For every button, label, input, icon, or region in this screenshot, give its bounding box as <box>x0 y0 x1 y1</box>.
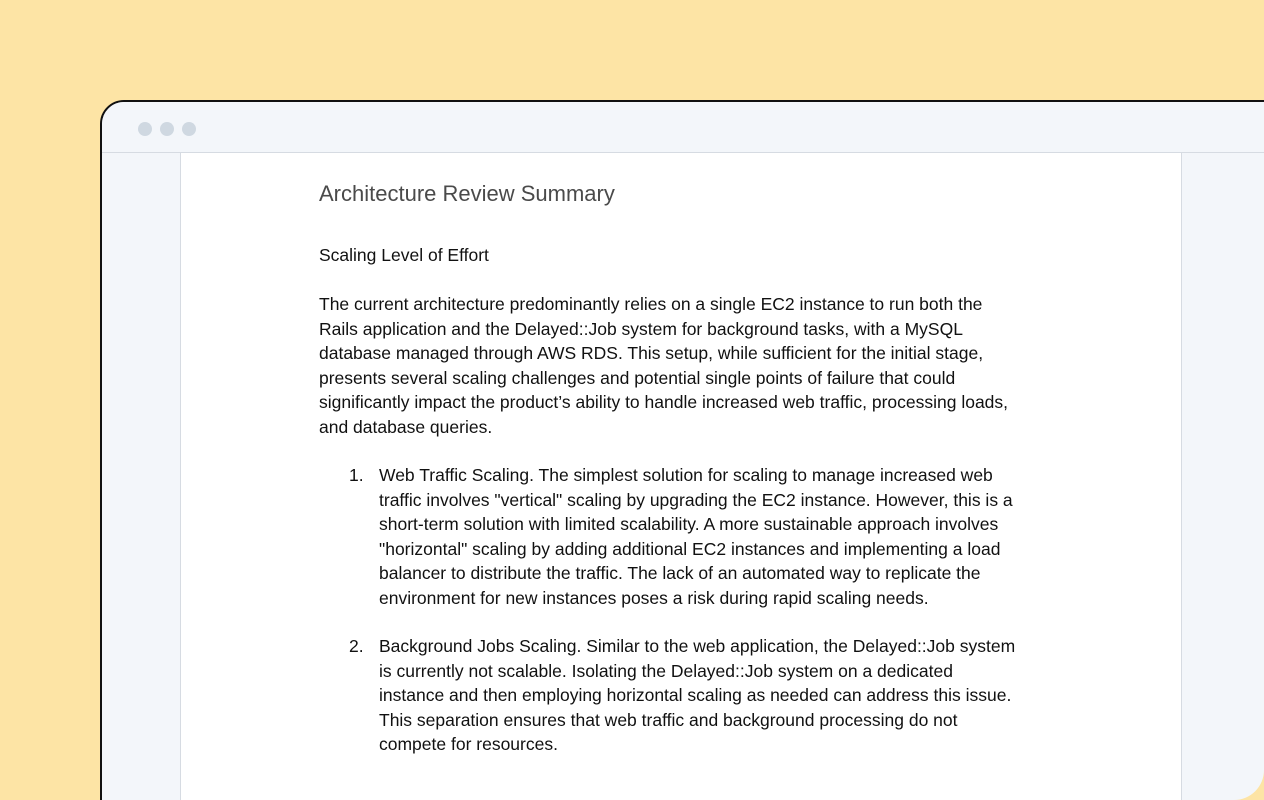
list-item-number: 2. <box>349 636 364 656</box>
window-control-dot-icon[interactable] <box>182 122 196 136</box>
numbered-list <box>319 463 1019 757</box>
list-item-text: Web Traffic Scaling. The simplest solution for scaling to manage increased web traffic involves "vertical" scaling by upgrading the EC2 instance. However, this is a short-term solution with limited scalability. A more sustainable approach involves "horizontal" scaling by adding additional EC2 instances and implementing a load balancer to distribute the traffic. The lack of an automated way to replicate the environment for new instances poses a risk during rapid scaling needs. <box>379 465 1013 608</box>
list-item <box>319 634 1019 757</box>
window-titlebar <box>102 102 1264 153</box>
list-item-number: 1. <box>349 465 364 485</box>
window-control-dot-icon[interactable] <box>138 122 152 136</box>
window-control-dot-icon[interactable] <box>160 122 174 136</box>
intro-paragraph: The current architecture predominantly relies on a single EC2 instance to run both the Rails application and the Delayed::Job system for background tasks, with a MySQL database managed through AWS RDS. This setup, while sufficient for the initial stage, presents several scaling challenges and potential single points of failure that could significantly impact the product’s ability to handle increased web traffic, processing loads, and database queries. <box>319 294 1009 437</box>
browser-window <box>100 100 1264 800</box>
document-title: Architecture Review Summary <box>319 181 615 206</box>
section-heading: Scaling Level of Effort <box>319 245 489 265</box>
list-item <box>319 463 1019 610</box>
document-page[interactable] <box>180 153 1182 800</box>
list-item-text: Background Jobs Scaling. Similar to the web application, the Delayed::Job system is currently not scalable. Isolating the Delayed::Job system on a dedicated instance and then employing horizontal scaling as needed can address this issue. This separation ensures that web traffic and background processing do not compete for resources. <box>379 636 1016 754</box>
document-content <box>319 179 1019 781</box>
